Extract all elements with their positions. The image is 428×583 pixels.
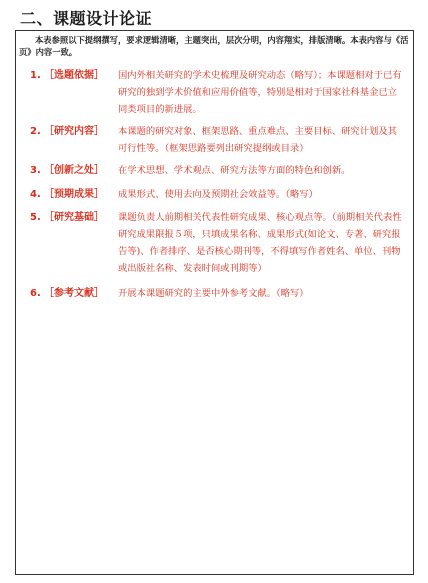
intro-instructions: 本表参照以下提纲撰写，要求逻辑清晰，主题突出，层次分明，内容翔实，排版清晰。本表内容与《活页》内容一致。 xyxy=(19,35,409,57)
outline-item-research-content xyxy=(30,123,405,157)
outline-item-references xyxy=(30,285,405,302)
item-description: 本课题的研究对象、框架思路、重点难点、主要目标、研究计划及其可行性等。（框架思路要列出研究提纲或目录） xyxy=(118,126,397,154)
section-title: 二、课题设计论证 xyxy=(20,9,153,28)
form-frame xyxy=(15,30,414,575)
item-label: ［参考文献］ xyxy=(44,288,104,299)
item-label: ［预期成果］ xyxy=(44,189,104,200)
item-label: ［研究内容］ xyxy=(44,126,104,137)
outline-item-research-foundation xyxy=(30,209,405,277)
item-number: 4. xyxy=(30,189,41,200)
item-label: ［研究基础］ xyxy=(44,212,104,223)
item-description: 在学术思想、学术观点、研究方法等方面的特色和创新。 xyxy=(118,165,351,176)
item-number: 3. xyxy=(30,165,41,176)
item-description: 课题负责人前期相关代表性研究成果、核心观点等。（前期相关代表性研究成果限报５项，只填成果名称、成果形式(如论文、专著、研究报告等)、作者排序、是否核心期刊等，不得填写作者姓名、单位、刊物或出版社名称、发表时间或刊期等） xyxy=(118,212,402,274)
item-label: ［创新之处］ xyxy=(44,165,104,176)
item-label: ［选题依据］ xyxy=(44,70,104,81)
outline-item-innovation xyxy=(30,162,405,179)
item-description: 开展本课题研究的主要中外参考文献。（略写） xyxy=(118,288,309,299)
item-number: 5. xyxy=(30,212,41,223)
item-number: 2. xyxy=(30,126,41,137)
outline-item-expected-results xyxy=(30,186,405,203)
item-description: 成果形式、使用去向及预期社会效益等。（略写） xyxy=(118,189,318,200)
item-number: 1. xyxy=(30,70,41,81)
outline-item-topic-basis xyxy=(30,67,405,118)
item-description: 国内外相关研究的学术史梳理及研究动态（略写）；本课题相对于已有研究的独到学术价值和应用价值等，特别是相对于国家社科基金已立同类项目的新进展。 xyxy=(118,70,402,115)
item-number: 6. xyxy=(30,288,41,299)
